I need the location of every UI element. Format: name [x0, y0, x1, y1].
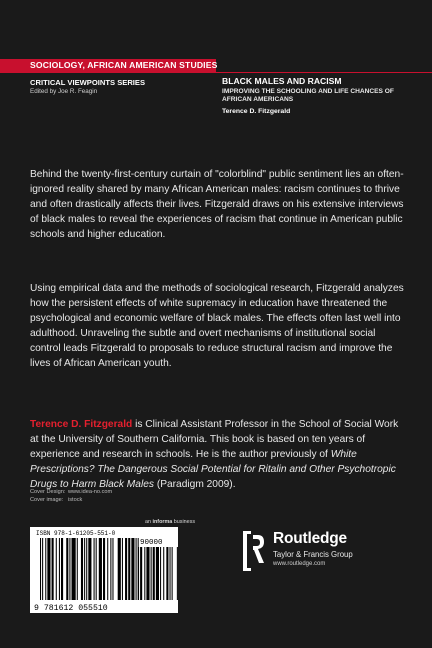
- book-subtitle: IMPROVING THE SCHOOLING AND LIFE CHANCES OF AFRICAN AMERICANS: [222, 88, 394, 104]
- barcode-bar: [52, 538, 54, 600]
- author-bio: [30, 417, 408, 492]
- bio-text-1: is Clinical Assistant Professor in the School of Social Work at the University of Southern California. This book is based on ten years of experience and research in schools. He is the author previously of: [30, 419, 399, 461]
- category-label: SOCIOLOGY, AFRICAN AMERICAN STUDIES: [30, 60, 218, 70]
- barcode-bar: [128, 538, 130, 600]
- barcode-bar: [42, 538, 43, 600]
- header-rule: [216, 72, 432, 73]
- isbn-barcode: [30, 527, 178, 613]
- category-band: [0, 59, 216, 73]
- barcode-bar: [170, 547, 171, 600]
- barcode-bar: [81, 538, 83, 600]
- description-paragraph-2: Using empirical data and the methods of sociological research, Fitzgerald analyzes how the persistent effects of white supremacy in education have threatened the psychological and economic welfare of black males. The effects often last well into adulthood. Unraveling the subtle and overt mechanisms of institutional social control leads Fitzgerald to proposals to reduce structural racism and improve the lives of African American youth.: [30, 283, 404, 370]
- publisher-group: Taylor & Francis Group: [273, 550, 353, 559]
- barcode-bar: [88, 538, 91, 600]
- publisher-name: Routledge: [273, 530, 347, 547]
- barcode-bar: [163, 547, 164, 600]
- barcode-bar: [99, 538, 102, 600]
- barcode-bar: [61, 538, 63, 600]
- barcode-bar: [125, 538, 127, 600]
- barcode-bar: [153, 547, 155, 600]
- barcode-bar: [69, 538, 70, 600]
- series-title: CRITICAL VIEWPOINTS SERIES: [30, 78, 146, 87]
- routledge-logo-icon: [238, 529, 268, 573]
- cover-design-credit: Cover Design: www.idea-no.com: [30, 489, 113, 495]
- isbn-text: ISBN 978-1-61205-551-0: [36, 530, 116, 537]
- barcode-bar: [110, 538, 111, 600]
- barcode-bar: [122, 538, 123, 600]
- barcode-bar: [160, 547, 161, 600]
- barcode-bar: [144, 547, 145, 600]
- barcode-bar: [66, 538, 68, 600]
- publisher-url: www.routledge.com: [273, 561, 326, 567]
- addon-bars: [138, 547, 178, 600]
- barcode-bar: [72, 538, 76, 600]
- bio-text-2: (Paradigm 2009).: [153, 479, 236, 491]
- barcode-bar: [112, 538, 113, 600]
- barcode-bar: [56, 538, 57, 600]
- barcode-bar: [47, 538, 50, 600]
- barcode-bar: [84, 538, 85, 600]
- bio-author-name: Terence D. Fitzgerald: [30, 419, 133, 430]
- description-paragraph-1: Behind the twenty-first-century curtain of "colorblind" public sentiment lies an often-ignored reality shared by many African American males: racism continues to thrive and often drastically affects their lives. Fitzgerald draws on his extensive interviews of black males to reveal the experiences of racism that continue in American public schools and higher education.: [30, 169, 404, 241]
- cover-image-credit: Cover image: istock: [30, 497, 83, 503]
- barcode-bar: [118, 538, 121, 600]
- informa-business-line: an informa business: [145, 519, 196, 525]
- barcode-bar: [146, 547, 149, 600]
- barcode-bar: [59, 538, 60, 600]
- book-title: BLACK MALES AND RACISM: [222, 76, 342, 86]
- barcode-bar: [40, 538, 41, 600]
- price-code: 90000: [140, 539, 163, 547]
- barcode-bar: [77, 538, 78, 600]
- informa-brand: informa: [152, 519, 173, 525]
- series-editor: Edited by Joe R. Feagin: [30, 88, 98, 95]
- barcode-bar: [136, 538, 137, 600]
- barcode-bar: [177, 547, 178, 600]
- barcode-graphic: [30, 527, 178, 613]
- barcode-bar: [94, 538, 95, 600]
- barcode-bar: [86, 538, 87, 600]
- book-author: Terence D. Fitzgerald: [222, 108, 291, 115]
- barcode-bar: [172, 547, 173, 600]
- cover-credits: [30, 488, 112, 504]
- barcode-bar: [166, 547, 168, 600]
- barcode-bar: [138, 547, 139, 600]
- barcode-digits: 9 781612 055510: [34, 604, 108, 613]
- barcode-bar: [96, 538, 97, 600]
- barcode-bar: [107, 538, 108, 600]
- barcode-bar: [45, 538, 46, 600]
- ean13-bars: [40, 538, 139, 600]
- bio-book-title: White Prescriptions? The Dangerous Social Potential for Ritalin and Other Psychotropic Drugs to Harm Black Males: [30, 449, 396, 491]
- barcode-bar: [140, 547, 142, 600]
- barcode-bar: [156, 547, 159, 600]
- barcode-bar: [103, 538, 105, 600]
- barcode-bar: [131, 538, 134, 600]
- barcode-bar: [151, 547, 152, 600]
